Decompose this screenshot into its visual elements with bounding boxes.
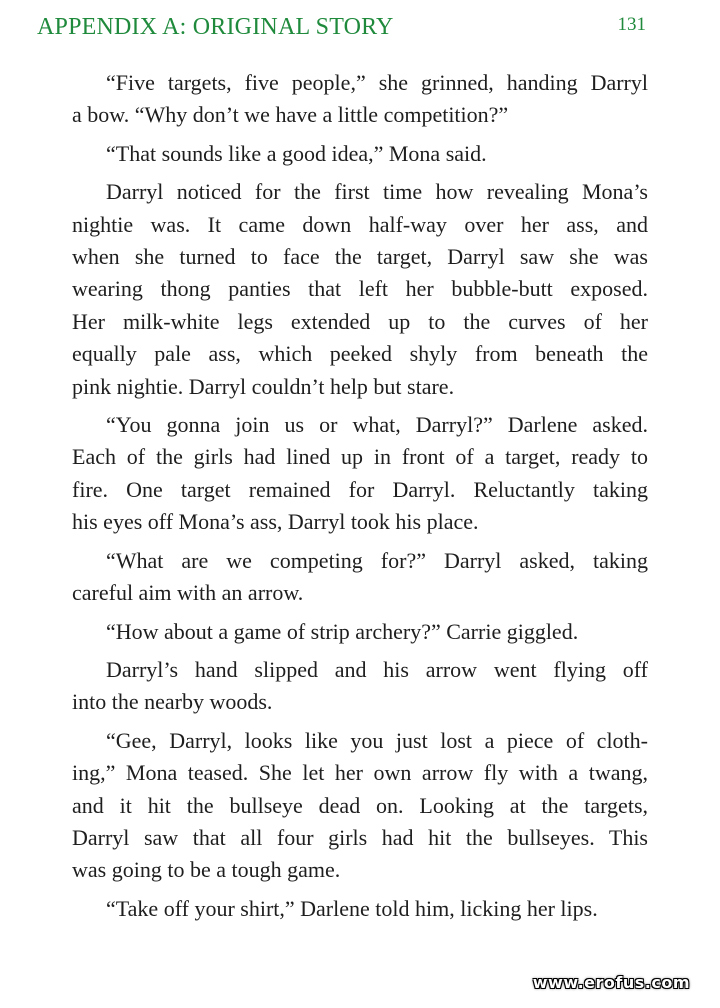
text-line: and it hit the bullseye dead on. Looking at the targets, — [72, 792, 648, 818]
paragraph — [72, 616, 648, 648]
text-line: was going to be a tough game. — [72, 857, 341, 883]
text-line: his eyes off Mona’s ass, Darryl took his place. — [72, 509, 479, 535]
paragraph — [72, 654, 648, 719]
paragraph — [72, 409, 648, 539]
text-line: “Gee, Darryl, looks like you just lost a piece of cloth- — [106, 727, 648, 753]
text-line: “Take off your shirt,” Darlene told him, licking her lips. — [106, 895, 598, 921]
text-line: fire. One target remained for Darryl. Reluctantly taking — [72, 476, 648, 502]
text-line: a bow. “Why don’t we have a little competition?” — [72, 102, 509, 128]
text-line: careful aim with an arrow. — [72, 580, 304, 606]
text-line: “How about a game of strip archery?” Carrie giggled. — [106, 618, 579, 644]
paragraph — [72, 176, 648, 403]
paragraph — [72, 545, 648, 610]
text-line: “That sounds like a good idea,” Mona said. — [106, 140, 487, 166]
text-line: into the nearby woods. — [72, 689, 273, 715]
text-line: Her milk-white legs extended up to the curves of her — [72, 308, 648, 334]
text-line: Darryl saw that all four girls had hit the bullseyes. This — [72, 824, 648, 850]
text-line: Each of the girls had lined up in front of a target, ready to — [72, 444, 648, 470]
text-line: “You gonna join us or what, Darryl?” Darlene asked. — [106, 412, 648, 438]
page-number: 131 — [617, 14, 646, 35]
text-line: nightie was. It came down half-way over her ass, and — [72, 211, 648, 237]
text-line: when she turned to face the target, Darryl saw she was — [72, 244, 648, 270]
text-line: wearing thong panties that left her bubble-butt exposed. — [72, 276, 648, 302]
paragraph — [72, 725, 648, 887]
paragraph — [72, 138, 648, 170]
paragraph — [72, 67, 648, 132]
text-line: Darryl’s hand slipped and his arrow went flying off — [106, 656, 648, 682]
text-line: “Five targets, five people,” she grinned, handing Darryl — [106, 70, 648, 95]
text-line: Darryl noticed for the first time how revealing Mona’s — [106, 179, 648, 205]
paragraph — [72, 893, 648, 925]
running-head: APPENDIX A: ORIGINAL STORY — [37, 14, 394, 40]
story-body — [72, 67, 648, 931]
watermark: www.erofus.com — [532, 973, 690, 992]
text-line: equally pale ass, which peeked shyly from beneath the — [72, 341, 648, 367]
text-line: “What are we competing for?” Darryl asked, taking — [106, 547, 648, 573]
text-line: ing,” Mona teased. She let her own arrow fly with a twang, — [72, 760, 648, 786]
text-line: pink nightie. Darryl couldn’t help but stare. — [72, 373, 455, 399]
